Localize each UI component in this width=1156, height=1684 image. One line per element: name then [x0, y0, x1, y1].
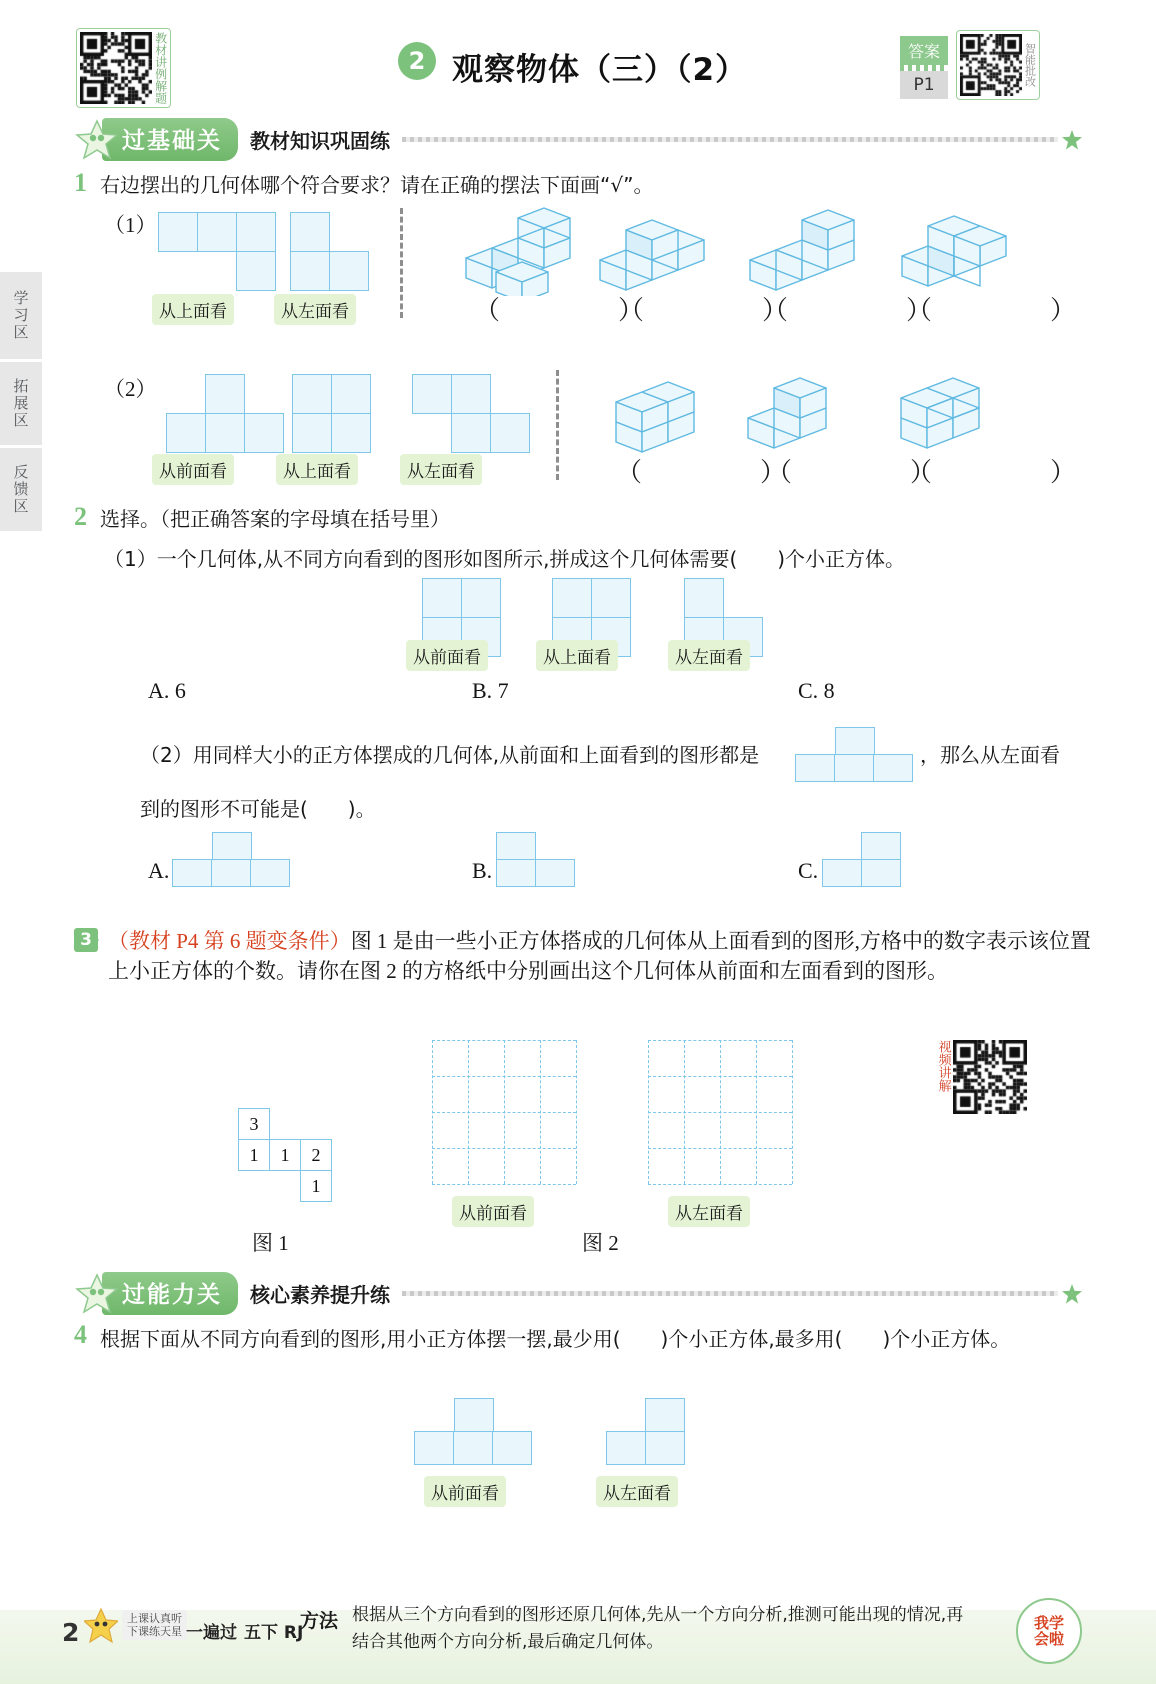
q2-sub2-option-b-label[interactable]: B.: [472, 858, 493, 883]
q3-fig1-cell-0: 3: [238, 1108, 270, 1140]
video-explain-qr[interactable]: [936, 1040, 1027, 1114]
grid-line-v: [684, 1040, 685, 1184]
q2-sub1-option-c[interactable]: C. 8: [798, 678, 835, 703]
q2-sub1-option-a[interactable]: A. 6: [148, 678, 186, 703]
question-2-sub1-text: （1）一个几何体,从不同方向看到的图形如图所示,拼成这个几何体需要( )个小正方体。: [104, 547, 906, 571]
question-4-text: 根据下面从不同方向看到的图形,用小正方体摆一摆,最少用( )个小正方体,最多用( )个小正方体。: [100, 1327, 1011, 1351]
grid-line-v: [432, 1040, 433, 1184]
question-2-sub2-text-2: ，那么从左面看: [920, 743, 1060, 767]
q2-sub2-given-shape: [795, 727, 917, 783]
q3-grid-left[interactable]: [648, 1040, 792, 1184]
q1-part1-answer-0[interactable]: （ ）: [474, 296, 667, 325]
q1-part1-label-1: 从左面看: [274, 294, 356, 325]
qr-code-image: [80, 32, 152, 104]
section-sub-label: 核心素养提升练: [250, 1283, 390, 1307]
q3-fig1-cell-2: 1: [269, 1139, 301, 1171]
section-pill-label: 过能力关: [102, 1272, 238, 1315]
footer-slogan-line1: 上课认真听: [127, 1612, 182, 1625]
q3-grid-front-label: 从前面看: [452, 1196, 534, 1227]
grid-line-v: [468, 1040, 469, 1184]
star-icon: [74, 119, 120, 161]
q1-part2-label-0: 从前面看: [152, 454, 234, 485]
q1-part2-answer-0[interactable]: （ ）: [616, 458, 809, 487]
footer-method-title: 方法: [300, 1610, 339, 1632]
q1-part1-view-shape-top: [158, 212, 278, 292]
q1-part2-view-shape-top: [292, 374, 412, 456]
q3-figure2-caption: 图 2: [582, 1231, 619, 1255]
section-banner-ability: [74, 1272, 1082, 1315]
footer-grade: 五下 RJ: [244, 1623, 304, 1643]
banner-divider: [402, 1291, 1058, 1296]
q1-part2-solid-2: [885, 368, 1005, 460]
footer-slogan: [122, 1610, 187, 1640]
q1-part2-label-1: 从上面看: [276, 454, 358, 485]
mascot-star-icon: [84, 1608, 118, 1646]
question-2-sub2-text-3: 到的图形不可能是( )。: [140, 797, 376, 821]
q2-sub2-option-c-shape[interactable]: [822, 832, 906, 888]
grid-line-v: [756, 1040, 757, 1184]
q3-fig1-cell-4: 1: [300, 1170, 332, 1202]
q4-shape-front: [414, 1398, 536, 1468]
q4-shape-left: [606, 1398, 690, 1468]
side-tab-study[interactable]: 学习区: [0, 272, 42, 362]
footer-slogan-line2: 下课练天星: [127, 1625, 182, 1638]
question-2-sub2-text-1: （2）用同样大小的正方体摆成的几何体,从前面和上面看到的图形都是: [140, 743, 760, 767]
answer-page-label: P1: [900, 71, 948, 99]
answer-badge-label: 答案: [900, 36, 948, 65]
q2-sub2-option-a-label[interactable]: A.: [148, 858, 170, 883]
q1-part2-solid-0: [600, 368, 730, 458]
question-1-prompt: 右边摆出的几何体哪个符合要求？请在正确的摆法下面画“√”。: [100, 173, 654, 197]
q1-part1-solid-2: [742, 206, 892, 296]
question-2-number: 2: [74, 502, 87, 531]
q1-part2-label-2: 从左面看: [400, 454, 482, 485]
q1-part1-solid-1: [592, 206, 742, 296]
grid-line-v: [648, 1040, 649, 1184]
q1-part1-divider: [400, 208, 403, 318]
star-end-icon: [1062, 1284, 1082, 1304]
q2-sub2-option-b-shape[interactable]: [496, 832, 580, 888]
qr-left-label: 教材讲例解题: [153, 32, 168, 104]
q1-part2-view-shape-left: [412, 374, 532, 456]
q1-part2-marker: （2）: [104, 377, 157, 401]
q1-part1-solid-0: [452, 206, 592, 296]
q1-part2-divider: [556, 370, 559, 480]
question-3-number-badge: 3: [74, 928, 98, 952]
grid-line-v: [576, 1040, 577, 1184]
footer-method-body: 根据从三个方向看到的图形还原几何体,先从一个方向分析,推测可能出现的情况,再结合其他两个方向分析,最后确定几何体。: [352, 1605, 964, 1652]
grid-line-v: [540, 1040, 541, 1184]
footer-series-name: 一遍过: [186, 1623, 237, 1643]
question-3-text: 图 1 是由一些小正方体搭成的几何体从上面看到的图形,方格中的数字表示该位置上小正方体的个数。请你在图 2 的方格纸中分别画出这个几何体从前面和左面看到的图形。: [108, 929, 1091, 983]
star-icon: [74, 1273, 120, 1315]
grid-line-h: [432, 1184, 576, 1185]
q1-part1-label-0: 从上面看: [152, 294, 234, 325]
q1-part1-answer-1[interactable]: （ ）: [618, 296, 811, 325]
question-1-number: 1: [74, 168, 87, 197]
section-sub-label: 教材知识巩固练: [250, 129, 390, 153]
q1-part1-answer-3[interactable]: （ ）: [906, 296, 1099, 325]
q1-part1-view-shape-left: [290, 212, 372, 292]
q1-part2-view-shape-front: [166, 374, 286, 456]
q3-fig1-cell-3: 2: [300, 1139, 332, 1171]
q1-part1-solid-3: [892, 206, 1042, 296]
section-pill-label: 过基础关: [102, 118, 238, 161]
textbook-explain-qr[interactable]: [76, 28, 171, 108]
smart-grading-qr[interactable]: [956, 30, 1040, 100]
mascot-line2: 会啦: [1033, 1630, 1064, 1648]
q4-label-front: 从前面看: [424, 1476, 506, 1507]
q3-grid-left-label: 从左面看: [668, 1196, 750, 1227]
side-tab-extend[interactable]: 拓展区: [0, 362, 42, 448]
question-4-number: 4: [74, 1320, 87, 1349]
grid-line-v: [504, 1040, 505, 1184]
question-3-source: （教材 P4 第 6 题变条件）: [108, 929, 351, 953]
qr-code-image: [960, 34, 1022, 96]
q1-part1-answer-2[interactable]: （ ）: [762, 296, 955, 325]
q1-part2-answer-2[interactable]: （ ）: [906, 458, 1099, 487]
star-end-icon: [1062, 130, 1082, 150]
qr-code-image: [953, 1040, 1027, 1114]
q3-figure1-grid: [238, 1108, 358, 1204]
q2-sub1-label-0: 从前面看: [406, 640, 488, 671]
grid-line-v: [720, 1040, 721, 1184]
q1-part1-marker: （1）: [104, 213, 157, 237]
mascot-line1: 我学: [1033, 1614, 1064, 1632]
q2-sub2-option-a-shape[interactable]: [172, 832, 294, 888]
grid-line-v: [792, 1040, 793, 1184]
banner-divider: [402, 137, 1058, 142]
question-2-prompt: 选择。（把正确答案的字母填在括号里）: [100, 507, 450, 531]
q2-sub1-label-1: 从上面看: [536, 640, 618, 671]
q3-fig1-cell-1: 1: [238, 1139, 270, 1171]
side-tab-feedback[interactable]: 反馈区: [0, 448, 42, 534]
chapter-badge: 2: [398, 42, 436, 80]
video-qr-label: 视频讲解: [935, 1040, 951, 1092]
question-3-body: [108, 926, 1108, 986]
q1-part2-answer-1[interactable]: （ ）: [766, 458, 959, 487]
grid-line-h: [648, 1184, 792, 1185]
answer-badge[interactable]: [900, 36, 948, 99]
q3-grid-front[interactable]: [432, 1040, 576, 1184]
footer-page-number: 2: [62, 1618, 80, 1647]
q2-sub2-option-c-label[interactable]: C.: [798, 858, 819, 883]
mascot-badge: [1016, 1598, 1082, 1664]
side-rail: [0, 272, 42, 534]
q3-figure1-caption: 图 1: [252, 1231, 289, 1255]
q4-label-left: 从左面看: [596, 1476, 678, 1507]
answer-badge-notch: [900, 65, 948, 71]
q2-sub1-option-b[interactable]: B. 7: [472, 678, 509, 703]
q2-sub1-label-2: 从左面看: [668, 640, 750, 671]
qr-right-label: 智能批改: [1023, 43, 1037, 87]
page-title: 观察物体（三）（2）: [452, 52, 748, 88]
section-banner-basic: [74, 118, 1082, 161]
q1-part2-solid-1: [740, 368, 870, 458]
